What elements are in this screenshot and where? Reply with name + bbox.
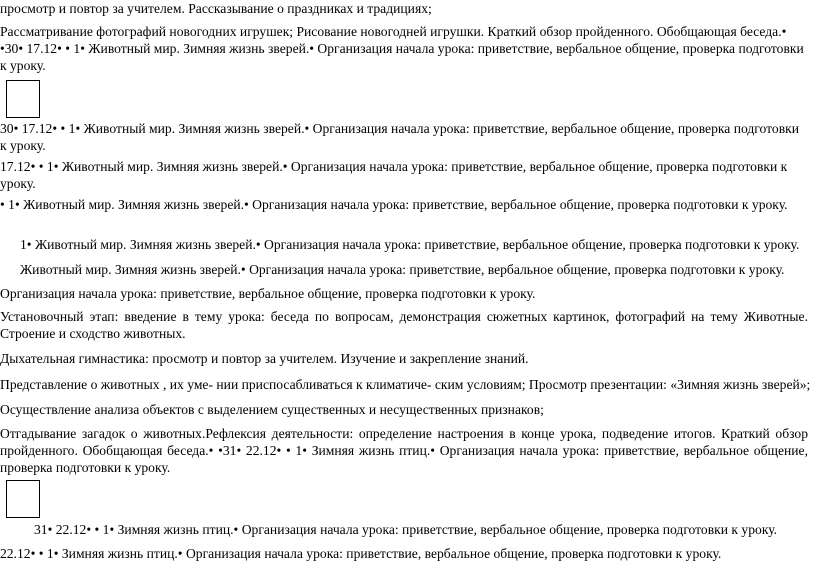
text-line-15: 22.12• • 1• Зимняя жизнь птиц.• Организация начала урока: приветствие, вербальное общение, проверка подготовки к уроку. <box>0 546 722 561</box>
text-line-12: Осуществление анализа объектов с выделением существенных и несущественных признаков; <box>0 402 544 417</box>
text-line-10: Дыхательная гимнастика: просмотр и повтор за учителем. Изучение и закрепление знаний. <box>0 351 529 366</box>
paragraph-3: 30• 17.12• • 1• Животный мир. Зимняя жизнь зверей.• Организация начала урока: приветствие, вербальное общение, проверка подготовки к уроку. <box>0 121 800 153</box>
text-line-7: Животный мир. Зимняя жизнь зверей.• Организация начала урока: приветствие, вербальное общение, проверка подготовки к уроку. <box>20 262 785 277</box>
image-placeholder-1 <box>6 80 40 118</box>
text-line-11: Представление о животных , их уме- нии приспосабливаться к климатиче- ским условиям; Просмотр презентации: «Зимняя жизнь зверей»; <box>0 377 811 392</box>
text-line-1: просмотр и повтор за учителем. Рассказывание о праздниках и традициях; <box>0 1 432 16</box>
paragraph-4: 17.12• • 1• Животный мир. Зимняя жизнь зверей.• Организация начала урока: приветствие, вербальное общение, проверка подготовки к уроку. <box>0 159 788 191</box>
paragraph-5: • 1• Животный мир. Зимняя жизнь зверей.• Организация начала урока: приветствие, вербальное общение, проверка подготовки к уроку. <box>0 197 788 212</box>
text-line-6: 1• Животный мир. Зимняя жизнь зверей.• Организация начала урока: приветствие, вербальное общение, проверка подготовки к уроку. <box>20 237 800 252</box>
text-line-8: Организация начала урока: приветствие, вербальное общение, проверка подготовки к уроку. <box>0 286 536 301</box>
paragraph-2: Рассматривание фотографий новогодних игрушек; Рисование новогодней игрушки. Краткий обзор пройденного. Обобщающая беседа.• •30• 17.12• • 1• Животный мир. Зимняя жизнь зверей.• Организация начала урока: приветствие, вербальное общение, проверка подготовки к уроку. <box>0 24 804 73</box>
paragraph-13: Отгадывание загадок о животных.Рефлексия деятельности: определение настроения в конце урока, подведение итогов. Краткий обзор пройденного. Обобщающая беседа.• •31• 22.12• • 1• Зимняя жизнь птиц.• Организация начала урока: приветствие, вербальное общение, проверка подготовки к уроку. <box>0 426 808 475</box>
text-line-14: 31• 22.12• • 1• Зимняя жизнь птиц.• Организация начала урока: приветствие, вербальное общение, проверка подготовки к уроку. <box>34 522 778 537</box>
paragraph-9: Установочный этап: введение в тему урока: беседа по вопросам, демонстрация сюжетных картинок, фотографий на тему Животные. Строение и сходство животных. <box>0 309 808 341</box>
image-placeholder-2 <box>6 480 40 518</box>
